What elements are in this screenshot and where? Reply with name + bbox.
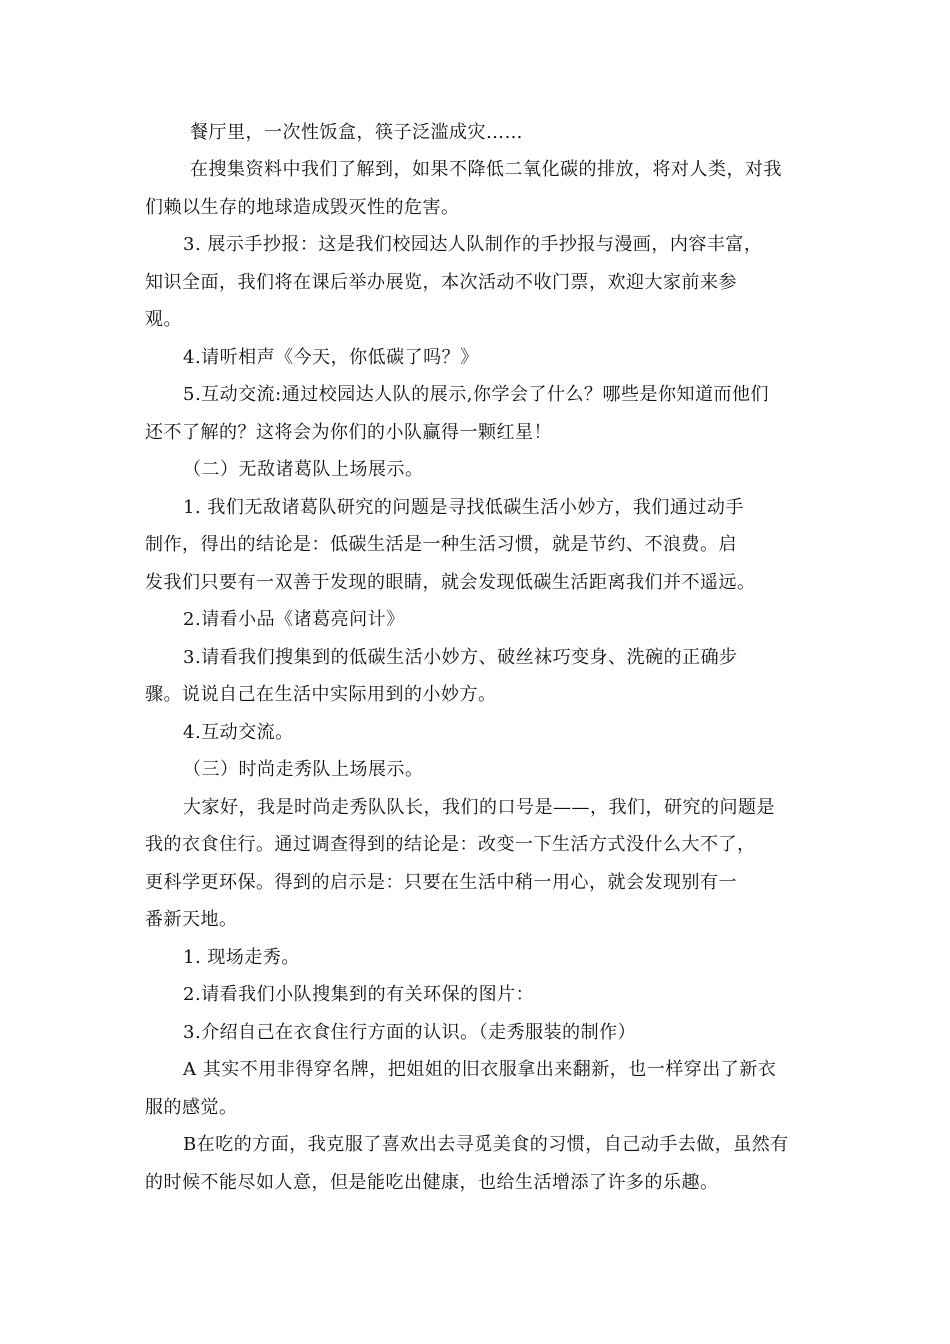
text-line: A 其实不用非得穿名牌，把姐姐的旧衣服拿出来翻新，也一样穿出了新衣	[183, 1059, 777, 1080]
text-line: 在搜集资料中我们了解到，如果不降低二氧化碳的排放，将对人类，对我	[190, 159, 782, 180]
section-heading: （二）无敌诸葛队上场展示。	[183, 459, 424, 480]
text-line: 骤。说说自己在生活中实际用到的小妙方。	[145, 684, 497, 705]
text-line: 们赖以生存的地球造成毁灭性的危害。	[145, 197, 460, 218]
text-line: 更科学更环保。得到的启示是：只要在生活中稍一用心，就会发现别有一	[145, 872, 737, 893]
text-line: 番新天地。	[145, 909, 238, 930]
text-line: 2.请看我们小队搜集到的有关环保的图片：	[183, 984, 535, 1005]
text-line: 观。	[145, 309, 182, 330]
text-line: 3.请看我们搜集到的低碳生活小妙方、破丝袜巧变身、洗碗的正确步	[183, 647, 738, 668]
text-line: 我的衣食住行。通过调查得到的结论是：改变一下生活方式没什么大不了，	[145, 834, 756, 855]
text-line: 的时候不能尽如人意，但是能吃出健康，也给生活增添了许多的乐趣。	[145, 1172, 719, 1193]
section-heading: （三）时尚走秀队上场展示。	[183, 759, 424, 780]
text-line: 4.请听相声《今天，你低碳了吗？》	[183, 347, 479, 368]
text-line: 5.互动交流:通过校园达人队的展示,你学会了什么？哪些是你知道而他们	[183, 384, 769, 405]
text-line: 4.互动交流。	[183, 722, 294, 743]
text-line: 大家好，我是时尚走秀队队长，我们的口号是——，我们，研究的问题是	[183, 797, 775, 818]
text-line: 发我们只要有一双善于发现的眼睛，就会发现低碳生活距离我们并不遥远。	[145, 572, 756, 593]
text-line: 还不了解的？这将会为你们的小队赢得一颗红星！	[145, 422, 552, 443]
text-line: 知识全面，我们将在课后举办展览，本次活动不收门票，欢迎大家前来参	[145, 272, 737, 293]
text-line: 3.介绍自己在衣食住行方面的认识。（走秀服装的制作）	[183, 1022, 637, 1043]
text-line: 2.请看小品《诸葛亮问计》	[183, 609, 405, 630]
text-line: 服的感觉。	[145, 1097, 238, 1118]
text-line: 制作，得出的结论是：低碳生活是一种生活习惯，就是节约、不浪费。启	[145, 534, 737, 555]
text-line: B在吃的方面，我克服了喜欢出去寻觅美食的习惯，自己动手去做，虽然有	[183, 1134, 789, 1155]
text-line: 1. 我们无敌诸葛队研究的问题是寻找低碳生活小妙方，我们通过动手	[183, 497, 744, 518]
text-line: 3. 展示手抄报：这是我们校园达人队制作的手抄报与漫画，内容丰富，	[183, 234, 763, 255]
text-line: 餐厅里，一次性饭盒，筷子泛滥成灾……	[190, 122, 523, 143]
text-line: 1. 现场走秀。	[183, 947, 300, 968]
